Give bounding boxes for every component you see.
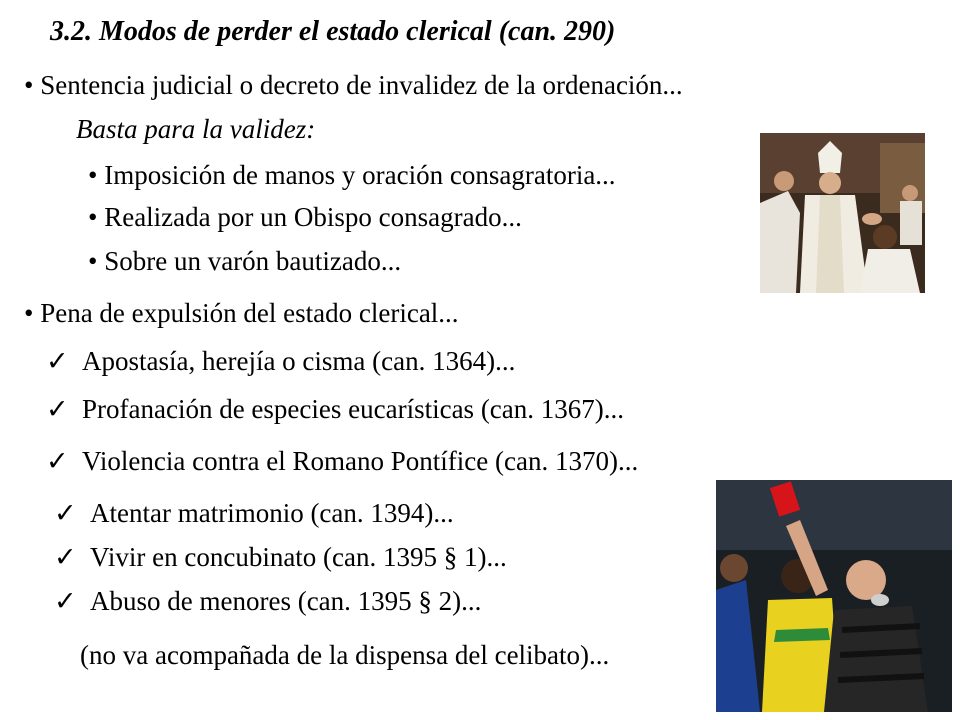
check-item-profanacion — [46, 394, 624, 425]
bullet-text: Sobre un varón bautizado... — [104, 246, 402, 276]
bullet-icon: • — [24, 298, 34, 328]
referee-red-card-photo — [716, 480, 952, 712]
check-item-matrimonio — [54, 498, 454, 529]
sub-bullet-imposicion — [88, 160, 616, 191]
bullet-icon: • — [88, 202, 98, 232]
sub-bullet-obispo — [88, 202, 522, 233]
checkmark-icon: ✓ — [54, 542, 77, 572]
checkmark-icon: ✓ — [46, 394, 69, 424]
celibacy-note: (no va acompañada de la dispensa del celibato)... — [80, 640, 610, 670]
ordination-photo — [760, 133, 925, 293]
sub-bullet-varon — [88, 246, 401, 277]
check-item-text: Violencia contra el Romano Pontífice (can. 1370)... — [82, 446, 639, 476]
bullet-sentencia — [24, 70, 683, 101]
checkmark-icon: ✓ — [54, 586, 77, 616]
bullet-icon: • — [24, 70, 34, 100]
bullet-text: Pena de expulsión del estado clerical... — [40, 298, 459, 328]
checkmark-icon: ✓ — [46, 446, 69, 476]
checkmark-icon: ✓ — [46, 346, 69, 376]
bullet-expulsion — [24, 298, 459, 329]
check-item-concubinato — [54, 542, 507, 573]
subheading-validez: Basta para la validez: — [76, 114, 316, 144]
check-item-text: Atentar matrimonio (can. 1394)... — [90, 498, 454, 528]
bullet-icon: • — [88, 246, 98, 276]
check-item-violencia — [46, 446, 638, 477]
check-item-text: Apostasía, herejía o cisma (can. 1364)... — [82, 346, 516, 376]
check-item-text: Abuso de menores (can. 1395 § 2)... — [90, 586, 482, 616]
bullet-text: Realizada por un Obispo consagrado... — [104, 202, 522, 232]
bullet-text: Imposición de manos y oración consagratoria... — [104, 160, 616, 190]
checkmark-icon: ✓ — [54, 498, 77, 528]
check-item-text: Vivir en concubinato (can. 1395 § 1)... — [90, 542, 507, 572]
bullet-text: Sentencia judicial o decreto de invalidez de la ordenación... — [40, 70, 683, 100]
bullet-icon: • — [88, 160, 98, 190]
check-item-text: Profanación de especies eucarísticas (can. 1367)... — [82, 394, 625, 424]
check-item-abuso — [54, 586, 481, 617]
check-item-apostasia — [46, 346, 515, 377]
slide-title: 3.2. Modos de perder el estado clerical (can. 290) — [50, 16, 616, 47]
